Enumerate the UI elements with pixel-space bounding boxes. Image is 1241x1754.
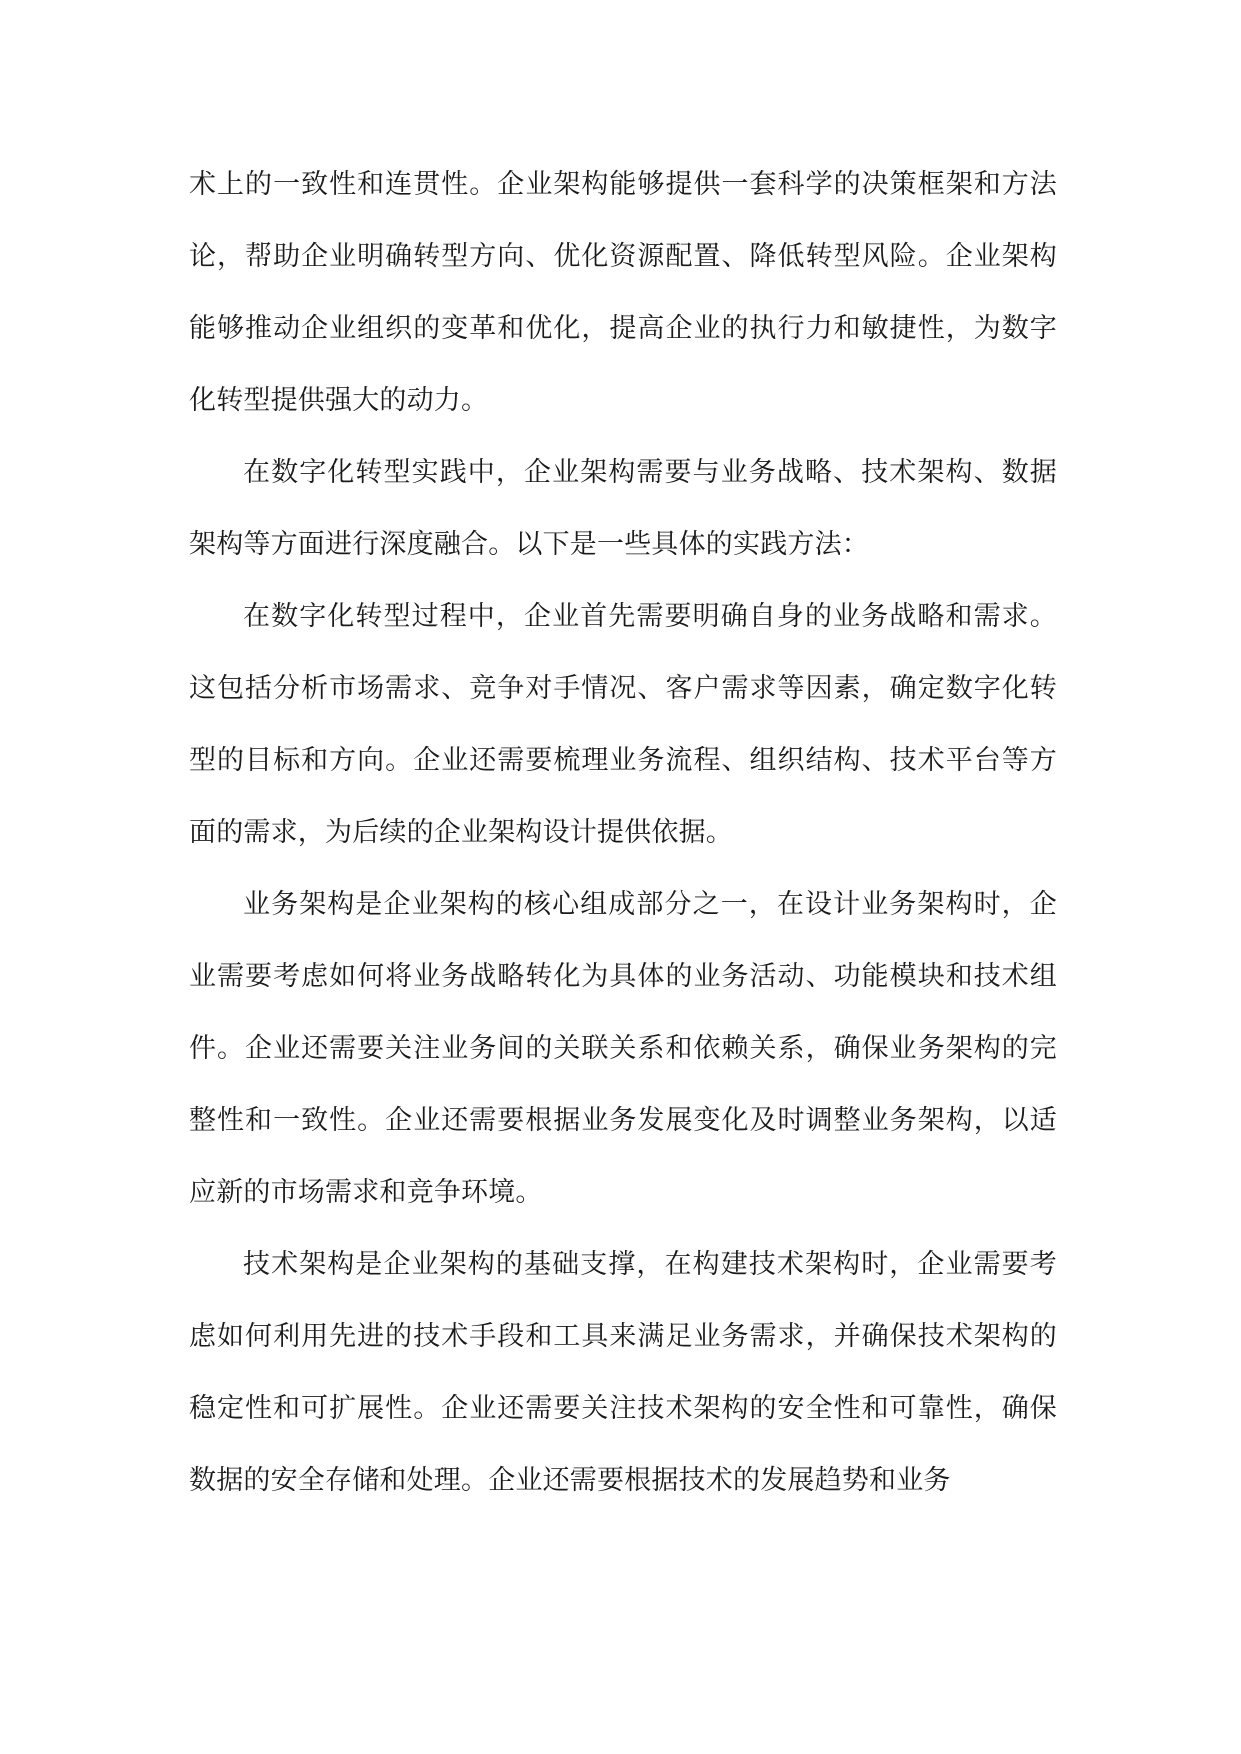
paragraph-4: 业务架构是企业架构的核心组成部分之一，在设计业务架构时，企业需要考虑如何将业务战略转化为具体的业务活动、功能模块和技术组件。企业还需要关注业务间的关联关系和依赖关系，确保业务架构的完整性和一致性。企业还需要根据业务发展变化及时调整业务架构，以适应新的市场需求和竞争环境。: [189, 889, 1057, 1208]
paragraph-1: 术上的一致性和连贯性。企业架构能够提供一套科学的决策框架和方法论，帮助企业明确转型方向、优化资源配置、降低转型风险。企业架构能够推动企业组织的变革和优化，提高企业的执行力和敏捷性，为数字化转型提供强大的动力。: [189, 169, 1057, 416]
paragraph-3: 在数字化转型过程中，企业首先需要明确自身的业务战略和需求。这包括分析市场需求、竞争对手情况、客户需求等因素，确定数字化转型的目标和方向。企业还需要梳理业务流程、组织结构、技术平台等方面的需求，为后续的企业架构设计提供依据。: [189, 601, 1057, 848]
document-body: [189, 149, 1057, 1517]
paragraph-2: 在数字化转型实践中，企业架构需要与业务战略、技术架构、数据架构等方面进行深度融合。以下是一些具体的实践方法：: [189, 457, 1057, 560]
paragraph-5: 技术架构是企业架构的基础支撑，在构建技术架构时，企业需要考虑如何利用先进的技术手段和工具来满足业务需求，并确保技术架构的稳定性和可扩展性。企业还需要关注技术架构的安全性和可靠性，确保数据的安全存储和处理。企业还需要根据技术的发展趋势和业务: [189, 1249, 1057, 1496]
